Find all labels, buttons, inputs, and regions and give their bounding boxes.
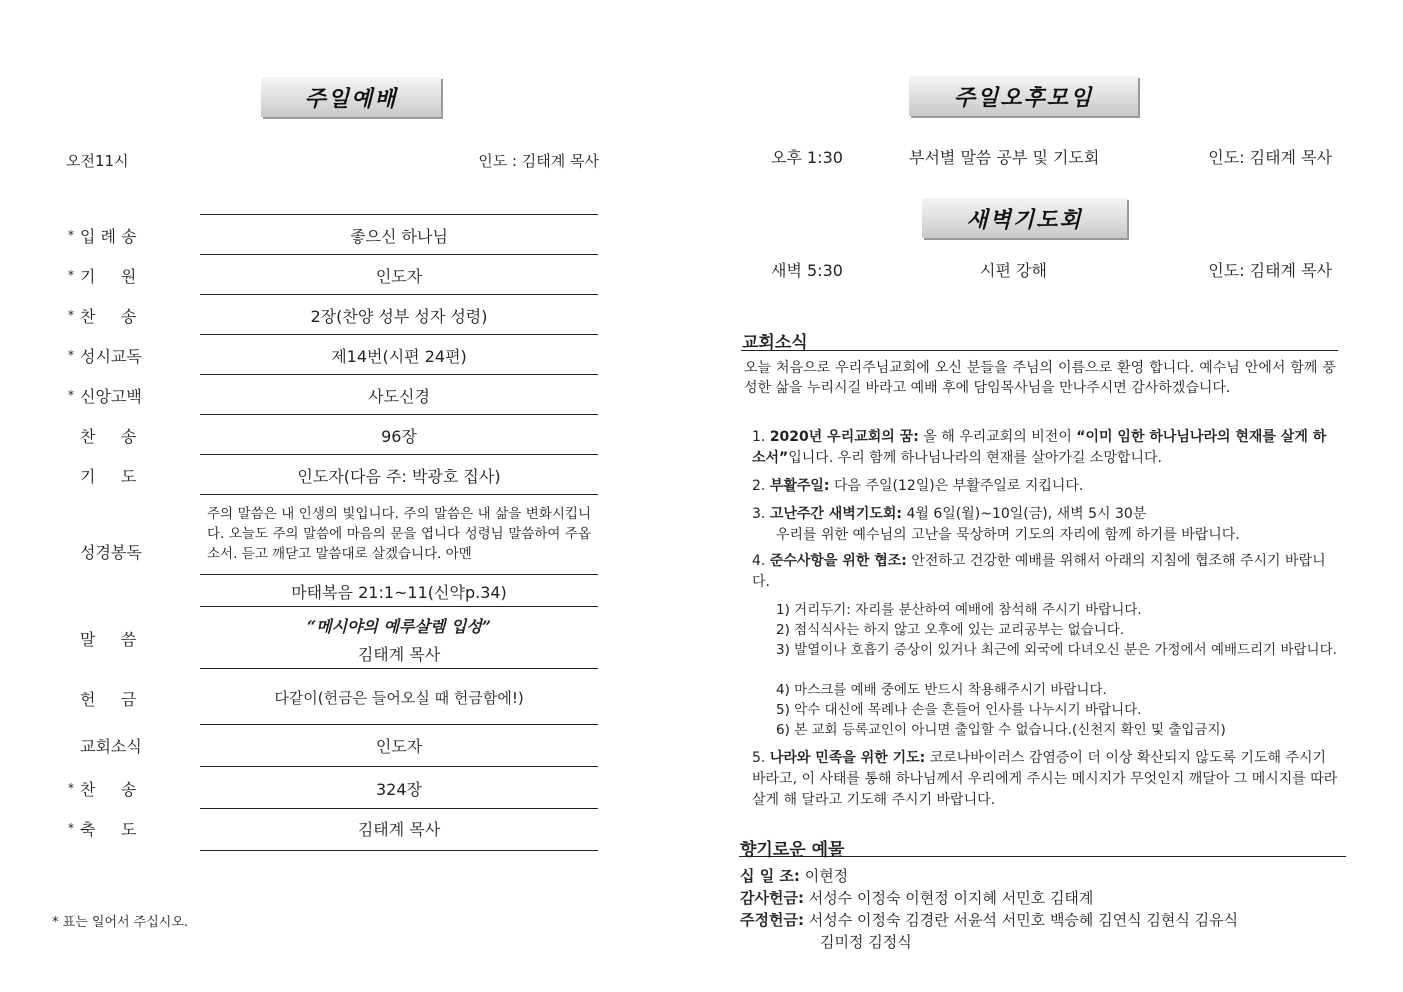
news-heading: 교회소식 [742, 333, 808, 353]
order-divider [200, 414, 598, 415]
afternoon-time: 오후 1:30 [771, 148, 843, 167]
order-label-1: * 기 원 [68, 266, 137, 286]
reading-label: 성경봉독 [80, 542, 142, 562]
sermon-preacher: 김태계 목사 [357, 645, 441, 664]
afternoon-title: 주일오후모임 [909, 76, 1138, 116]
worship-time: 오전11시 [66, 152, 129, 170]
dawn-leader: 인도: 김태계 목사 [1208, 261, 1332, 280]
order-divider [200, 668, 598, 669]
order-divider [200, 254, 598, 255]
order-divider [200, 454, 598, 455]
news-item-4: 4. 준수사항을 위한 협조: 안전하고 건강한 예배를 위해서 아래의 지침에 협조해 주시기 바랍니다. [752, 553, 1326, 590]
guideline-2: 2) 점식식사는 하지 않고 오후에 있는 교리공부는 없습니다. [776, 622, 1125, 638]
news-divider [741, 350, 1338, 351]
news-item-5: 5. 나라와 민족을 위한 기도: 코로나바이러스 감염증이 더 이상 확산되지 않도록 기도해 주시기 바라고, 이 사태를 통해 하나님께서 우리에게 주시는 메시지가 무엇인지 깨달아 그 메시지를 따라 살게 해 달라고 기도해 주시기 바랍니다. [752, 750, 1338, 808]
offering-divider [739, 856, 1346, 857]
order-divider [200, 214, 598, 215]
order-content-3: 제14번(시편 24편) [331, 347, 467, 366]
order-label-4: * 신앙고백 [68, 386, 142, 406]
order-divider [200, 808, 598, 809]
order-divider [200, 334, 598, 335]
order2-label-0: 헌 금 [80, 689, 137, 709]
guideline-4: 4) 마스크를 예배 중에도 반드시 착용해주시기 바랍니다. [776, 682, 1107, 698]
offering-row-weekly-cont: 김미정 김정식 [820, 933, 912, 951]
order2-content-1: 인도자 [375, 737, 423, 756]
order-content-5: 96장 [381, 427, 417, 446]
order-label-3: * 성시교독 [68, 346, 142, 366]
order-divider [200, 374, 598, 375]
order2-label-1: 교회소식 [80, 736, 142, 756]
worship-leader: 인도 : 김태계 목사 [478, 152, 599, 170]
order-content-1: 인도자 [375, 267, 423, 286]
offering-row-weekly: 주정헌금: 서성수 이정숙 김경란 서윤석 서민호 백승혜 김연식 김현식 김유식 [740, 911, 1239, 929]
order-label-5: 찬 송 [80, 426, 137, 446]
order-content-6: 인도자(다음 주: 박광호 집사) [297, 467, 501, 486]
dawn-title: 새벽기도회 [922, 198, 1127, 238]
offering-row-tithe: 십 일 조: 이현정 [740, 867, 849, 885]
reading-prayer: 주의 말씀은 내 인생의 빛입니다. 주의 말씀은 내 삶을 변화시킵니다. 오늘도 주의 말씀에 마음의 문을 엽니다 성령님 말씀하여 주옵소서. 듣고 깨닫고 말씀대로 살겠습니다. 아멘 [207, 506, 591, 562]
order-divider [200, 574, 598, 575]
order2-content-0: 다같이(헌금은 들어오실 때 헌금함에!) [274, 689, 524, 707]
order-label-0: * 입 례 송 [68, 226, 137, 246]
order-divider [200, 494, 598, 495]
order2-label-2: * 찬 송 [68, 779, 137, 799]
order2-content-3: 김태계 목사 [357, 820, 441, 839]
order-content-0: 좋으신 하나님 [350, 227, 448, 246]
offering-heading: 향기로운 예물 [740, 840, 845, 860]
order-divider [200, 294, 598, 295]
footnote: * 표는 일어서 주십시오. [52, 915, 189, 930]
order-divider [200, 606, 598, 607]
order-divider [200, 766, 598, 767]
news-item-1: 1. 2020년 우리교회의 꿈: 올 해 우리교회의 비전이 “이미 임한 하나님나라의 현재를 살게 하소서”입니다. 우리 함께 하나님나라의 현재를 살아가길 소망합니다. [752, 429, 1327, 466]
news-item-3: 3. 고난주간 새벽기도회: 4월 6일(월)~10일(금), 새벽 5시 30분 우리를 위한 예수님의 고난을 묵상하며 기도의 자리에 함께 하기를 바랍니다. [752, 506, 1240, 543]
worship-title: 주일예배 [261, 77, 441, 117]
sermon-title: “메시야의 예루살렘 입성” [306, 617, 492, 636]
guideline-1: 1) 거리두기: 자리를 분산하여 예배에 참석해 주시기 바랍니다. [776, 602, 1142, 618]
order-content-2: 2장(찬양 성부 성자 성령) [310, 307, 488, 326]
sermon-label: 말 씀 [80, 629, 137, 649]
afternoon-leader: 인도: 김태계 목사 [1208, 148, 1332, 167]
dawn-time: 새벽 5:30 [771, 261, 843, 280]
order-label-2: * 찬 송 [68, 306, 137, 326]
news-item-2: 2. 부활주일: 다음 주일(12일)은 부활주일로 지킵니다. [752, 478, 1084, 494]
order2-content-2: 324장 [376, 780, 422, 799]
guideline-6: 6) 본 교회 등록교인이 아니면 출입할 수 없습니다.(신천지 확인 및 출입금지) [776, 722, 1226, 738]
order-divider [200, 850, 598, 851]
order-content-4: 사도신경 [368, 387, 430, 406]
dawn-desc: 시편 강해 [980, 261, 1047, 280]
order-label-6: 기 도 [80, 466, 137, 486]
order2-label-3: * 축 도 [68, 819, 137, 839]
guideline-3: 3) 발열이나 호흡기 증상이 있거나 최근에 외국에 다녀오신 분은 가정에서 예배드리기 바랍니다. [776, 642, 1337, 658]
reading-passage: 마태복음 21:1~11(신약p.34) [291, 583, 507, 602]
guideline-5: 5) 악수 대신에 목례나 손을 흔들어 인사를 나누시기 바랍니다. [776, 702, 1142, 718]
news-welcome: 오늘 처음으로 우리주님교회에 오신 분들을 주님의 이름으로 환영 합니다. 예수님 안에서 함께 풍성한 삶을 누리시길 바라고 예배 후에 담임목사님을 만나주시면 감사하겠습니다. [744, 360, 1336, 396]
afternoon-desc: 부서별 말씀 공부 및 기도회 [909, 148, 1100, 167]
offering-row-thanks: 감사헌금: 서성수 이정숙 이현정 이지혜 서민호 김태계 [740, 889, 1094, 907]
order-divider [200, 724, 598, 725]
